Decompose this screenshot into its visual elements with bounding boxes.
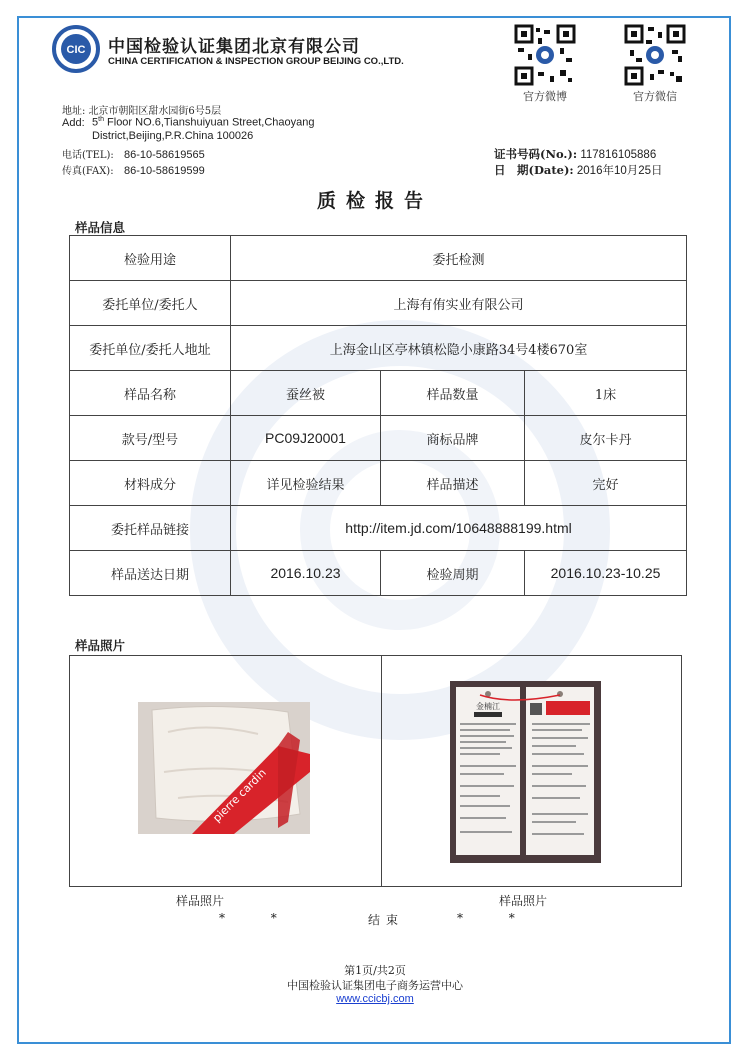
sample-quantity-label: 样品数量	[381, 371, 525, 416]
delivery-date-label: 样品送达日期	[70, 551, 231, 596]
description-value: 完好	[525, 461, 687, 506]
hangtag-photo	[450, 681, 601, 863]
sample-link-label: 委托样品链接	[70, 506, 231, 551]
sample-info-table	[69, 235, 687, 596]
sample-name-label: 样品名称	[70, 371, 231, 416]
qr-weibo-caption: 官方微博	[523, 90, 567, 103]
inspection-period-value: 2016.10.23-10.25	[525, 551, 687, 596]
brand-label: 商标品牌	[381, 416, 525, 461]
qr-wechat-icon[interactable]	[624, 24, 686, 86]
qr-wechat-caption: 官方微信	[633, 90, 677, 103]
description-label: 样品描述	[381, 461, 525, 506]
company-name-en: CHINA CERTIFICATION & INSPECTION GROUP BEIJING CO.,LTD.	[108, 56, 404, 67]
report-title: 质检报告	[316, 190, 433, 212]
end-stars-right: * *	[457, 911, 515, 925]
address-cn: 地址: 北京市朝阳区甜水园街6号5层	[62, 106, 222, 117]
footer-url-wrap	[0, 992, 750, 1005]
telephone: 电话(TEL): 86-10-58619565	[62, 149, 205, 161]
table-row	[70, 506, 687, 551]
sample-photos-label: 样品照片	[75, 638, 126, 653]
material-label: 材料成分	[70, 461, 231, 506]
svg-text:pierre cardin: pierre cardin	[210, 766, 269, 825]
certificate-number: 证书号码(No.): 117816105886	[494, 147, 657, 161]
fax: 传真(FAX): 86-10-58619599	[62, 165, 205, 177]
client-address-value: 上海金山区亭林镇松隐小康路34号4楼670室	[231, 326, 687, 371]
end-text: 结束	[368, 913, 405, 927]
table-row	[70, 416, 687, 461]
svg-text:CIC: CIC	[66, 44, 86, 56]
inspection-period-label: 检验周期	[381, 551, 525, 596]
address-en-line2: District,Beijing,P.R.China 100026	[92, 130, 254, 142]
table-row	[70, 461, 687, 506]
model-label: 款号/型号	[70, 416, 231, 461]
page-number: 第1页/共2页	[344, 964, 406, 977]
end-stars-left: * *	[219, 911, 277, 925]
company-name-cn: 中国检验认证集团北京有限公司	[108, 37, 360, 57]
footer-org: 中国检验认证集团电子商务运营中心	[287, 979, 463, 992]
table-row	[70, 281, 687, 326]
quilt-photo	[138, 702, 310, 834]
brand-value: 皮尔卡丹	[525, 416, 687, 461]
sample-name-value: 蚕丝被	[231, 371, 381, 416]
table-row	[70, 371, 687, 416]
delivery-date-value: 2016.10.23	[231, 551, 381, 596]
sample-quantity-value: 1床	[525, 371, 687, 416]
client-value: 上海有侑实业有限公司	[231, 281, 687, 326]
purpose-value: 委托检测	[231, 236, 687, 281]
client-address-label: 委托单位/委托人地址	[70, 326, 231, 371]
photo-caption-right: 样品照片	[499, 894, 548, 908]
sample-link-value[interactable]: http://item.jd.com/10648888199.html	[231, 506, 687, 551]
svg-text:金楠江: 金楠江	[476, 702, 500, 711]
certificate-date: 日 期(Date): 2016年10月25日	[494, 163, 663, 177]
footer-url-link[interactable]: www.ccicbj.com	[336, 993, 414, 1005]
purpose-label: 检验用途	[70, 236, 231, 281]
table-row	[70, 551, 687, 596]
model-value: PC09J20001	[231, 416, 381, 461]
address-en-line1: Add: 5th Floor NO.6,Tianshuiyuan Street,Chaoyang	[62, 116, 315, 129]
client-label: 委托单位/委托人	[70, 281, 231, 326]
sample-photos-box	[69, 655, 682, 887]
photo-caption-left: 样品照片	[176, 894, 225, 908]
qr-weibo-icon[interactable]	[514, 24, 576, 86]
material-value: 详见检验结果	[231, 461, 381, 506]
table-row	[70, 326, 687, 371]
cic-logo	[52, 25, 100, 73]
table-row	[70, 236, 687, 281]
photo-divider	[381, 656, 382, 886]
sample-info-label: 样品信息	[75, 220, 126, 235]
